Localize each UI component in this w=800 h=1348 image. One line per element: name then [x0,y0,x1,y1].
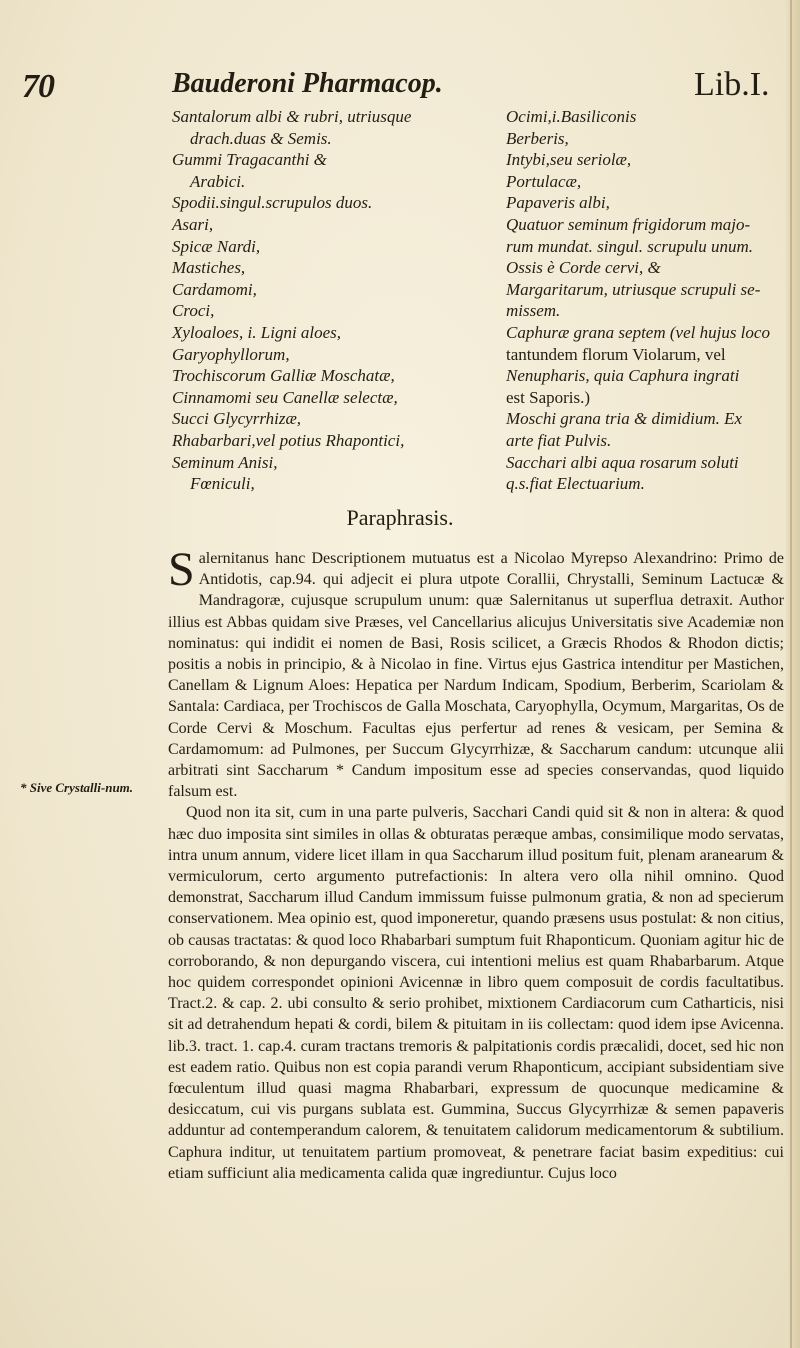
ingredient-line: Fœniculi, [190,474,255,494]
paraphrasis-body [168,543,784,1184]
paragraph-text: alernitanus hanc Descriptionem mutuatus est a Nicolao Myrepso Alexandrino: Primo de Antidotis, cap.94. qui adjecit ei plura utpote Corallii, Chrystalli, Seminum Lactucæ & Mandragoræ, cujusque scrupulum unum: quæ Salernitanus ut superflua detraxit. Author illius est Abbas quidam sive Præses, vel Cancellarius alicujus Universitatis sive Academiæ non nominatus: qui indidit ei nomen de Basi, Rosis scilicet, a Græcis Rhodos & Rhodon dictis; positis a nobis in principio, & à Nicolao in fine. Virtus ejus Gastrica intenditur per Mastichen, Canellam & Lignum Aloes: Hepatica per Nardum Indicam, Spodium, Berberim, Scariolam & Santala: Cardiaca, per Trochiscos de Galla Moschata, Caryophylla, Ocymum, Margaritas, Os de Corde Cervi & Moschum. Facultas ejus perfertur ad renes & vesicam, per Semina & Cardamomum: ad Pulmones, per Succum Glycyrrhizæ, & Saccharum candum: utcunque alii arbitrati sint Saccharum * Candum impositum esse ad species conservandas, quod liquido falsum est. [168,550,784,801]
ingredient-line: Xyloaloes, i. Ligni aloes, [172,322,342,342]
ingredient-line: Trochiscorum Galliæ Moschatæ, [172,366,395,386]
ingredient-line: Succi Glycyrrhizæ, [172,409,302,429]
ingredient-line: Croci, [172,301,215,321]
ingredient-line: Berberis, [506,128,569,148]
ingredient-line: Gummi Tragacanthi & [172,150,327,170]
ingredient-line: Garyophyllorum, [172,344,290,364]
ingredient-line: Cinnamomi seu Canellæ selectæ, [172,387,398,407]
running-head: Bauderoni Pharmacop. [172,68,443,99]
ingredient-line: rum mundat. singul. scrupulu unum. [506,236,753,256]
ingredient-line: Rhabarbari,vel potius Rhapontici, [172,430,405,450]
ingredient-line: q.s.fiat Electuarium. [506,474,645,494]
ingredient-line: Mastiches, [172,258,246,278]
ingredient-line: Sacchari albi aqua rosarum soluti [506,452,739,472]
ingredient-line: Arabici. [190,171,246,191]
ingredient-line: missem. [506,301,561,321]
ingredient-line: Nenupharis, quia Caphura ingrati [506,366,740,386]
ingredient-line: Ocimi,i.Basiliconis [506,107,637,126]
ingredient-line: Margaritarum, utriusque scrupuli se- [506,279,761,299]
page-header [22,60,782,110]
ingredient-line: Cardamomi, [172,279,257,299]
recipe-left-column [172,106,492,495]
ingredient-line: Asari, [172,214,214,234]
ingredient-line: tantundem florum Violarum, vel [506,344,726,364]
page-number: 70 [22,68,54,105]
ingredient-line: Spicæ Nardi, [172,236,261,256]
ingredient-line: Seminum Anisi, [172,452,278,472]
paragraph: Quod non ita sit, cum in una parte pulveris, Sacchari Candi quid sit & non in altera: & quod hæc duo imposita sint similes in ollas & obturatas peræque ambas, consimilique modo servatas, intra unum annum, videre licet illam in qua Saccharum illud positum fuit, plenam aranearum & vermiculorum, certo argumento putrefactionis: In altera vero olla nihil omnino. Quod demonstrat, Saccharum illud Candum immissum fuisse pulmonum gratia, & non ad specierum conservationem. Mea opinio est, quod imponeretur, quando præsens usus postulat: & non citius, ob causas tractatas: & quod loco Rhabarbari sumptum fuit Rhaponticum. Quoniam agitur hic de corroborando, & non depurgando viscera, cui intentioni melius est quam Rhabarbarum. Atque hoc quidem correspondet opinioni Avicennæ in libro quem composuit de cordis facultatibus. Tract.2. & cap. 2. ubi consulto & serio prohibet, mixtionem Cardiacorum cum Catharticis, nisi sit ad detrahendum hepati & cordi, bilem & pituitam in iis collectam: quod idem ipse Avicenna. lib.3. tract. 1. cap.4. curam tractans tremoris & palpitationis cordis præcalidi, docet, sed hic non est eadem ratio. Quibus non est copia parandi verum Rhaponticum, accipiant subsidentiam sive fœculentum illud quasi magma Rhabarbari, expressum de quocunque medicamine & desiccatum, cui vis purgans sublata est. Gummina, Succus Glycyrrhizæ & semen papaveris adduntur ad contemperandum calorem, & tenuitatem calidorum medicamentorum & subtilium. Caphura inditur, ut tenuitatem partium promoveat, & penetrare faciat basim expeditius: cui etiam sufficiunt alia medicamenta calida quæ ingrediuntur. Cujus loco [168,804,784,1182]
ingredient-line: Portulacæ, [506,171,582,191]
recipe-right-column [506,106,796,495]
ingredient-line: Quatuor seminum frigidorum majo- [506,214,751,234]
ingredient-line: Caphuræ grana septem (vel hujus loco [506,322,770,342]
ingredient-line: drach.duas & Semis. [190,128,332,148]
ingredient-line: Moschi grana tria & dimidium. Ex [506,409,743,429]
ingredient-line: Intybi,seu seriolæ, [506,150,632,170]
book-number: Lib.I. [694,66,770,103]
section-title: Paraphrasis. [346,505,454,530]
ingredient-line: Spodii.singul.scrupulos duos. [172,193,373,213]
ingredient-line: Ossis è Corde cervi, & [506,258,661,278]
ingredient-line: Papaveris albi, [506,193,610,213]
drop-cap: S [168,543,195,596]
ingredient-line: est Saporis.) [506,387,591,407]
ingredient-line: arte fiat Pulvis. [506,430,612,450]
paragraph [168,543,784,802]
margin-note: * Sive Crystalli-num. [20,780,134,795]
ingredient-line: Santalorum albi & rubri, utriusque [172,107,412,126]
